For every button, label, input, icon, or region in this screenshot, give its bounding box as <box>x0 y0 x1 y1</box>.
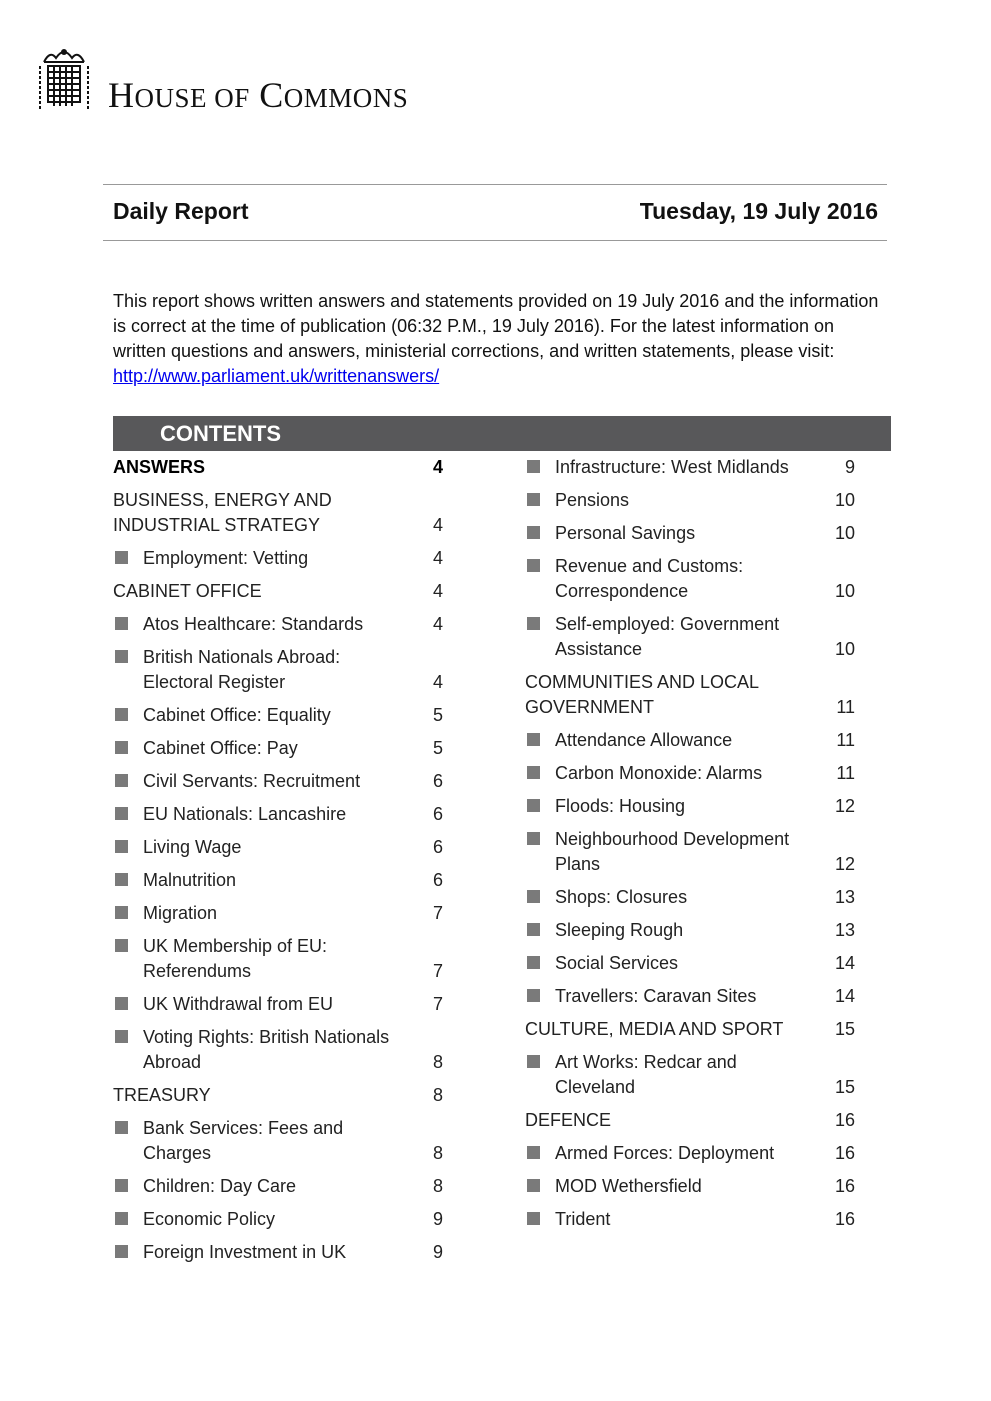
contents-entry[interactable] <box>113 612 443 637</box>
entry-title: Employment: Vetting <box>143 548 309 568</box>
entry-title: Voting Rights: British Nationals Abroad <box>143 1027 390 1072</box>
entry-title: BUSINESS, ENERGY AND INDUSTRIAL STRATEGY <box>113 490 332 535</box>
entry-page-number: 13 <box>834 920 855 940</box>
contents-entry[interactable] <box>113 992 443 1017</box>
contents-entry[interactable] <box>113 1174 443 1199</box>
intro-text: This report shows written answers and statements provided on 19 July 2016 and the information is correct at the time of publication (06:32 P.M., 19 July 2016). For the latest information on written questions and answers, ministerial corrections, and written statements, please visit: <box>113 291 879 361</box>
bullet-square-icon <box>115 617 128 630</box>
entry-page-number: 4 <box>432 672 443 692</box>
contents-entry[interactable] <box>113 835 443 860</box>
entry-title: Foreign Investment in UK <box>143 1242 347 1262</box>
contents-entry[interactable] <box>525 794 855 819</box>
entry-title: Cabinet Office: Equality <box>143 705 331 725</box>
entry-title: MOD Wethersfield <box>555 1176 702 1196</box>
report-date: Tuesday, 19 July 2016 <box>639 198 878 224</box>
entry-page-number: 10 <box>834 639 855 659</box>
bullet-square-icon <box>115 997 128 1010</box>
entry-page-number: 10 <box>834 581 855 601</box>
entry-title: EU Nationals: Lancashire <box>143 804 347 824</box>
entry-title: Personal Savings <box>555 523 696 543</box>
entry-page-number: 11 <box>836 730 855 750</box>
entry-page-number: 4 <box>432 515 443 535</box>
logo-text: HOUSE OF COMMONS <box>108 75 409 115</box>
bullet-square-icon <box>527 1055 540 1068</box>
bullet-square-icon <box>527 832 540 845</box>
bullet-square-icon <box>115 873 128 886</box>
contents-entry[interactable] <box>525 951 855 976</box>
bullet-square-icon <box>527 733 540 746</box>
entry-page-number: 6 <box>432 771 443 791</box>
bullet-square-icon <box>527 1146 540 1159</box>
contents-entry[interactable] <box>525 670 855 720</box>
divider <box>103 240 887 241</box>
entry-page-number: 5 <box>432 738 443 758</box>
contents-entry[interactable] <box>525 455 855 480</box>
entry-page-number: 7 <box>432 903 443 923</box>
entry-page-number: 8 <box>432 1143 443 1163</box>
entry-page-number: 8 <box>432 1176 443 1196</box>
contents-entry[interactable] <box>113 1083 443 1108</box>
bullet-square-icon <box>527 956 540 969</box>
entry-page-number: 10 <box>834 523 855 543</box>
bullet-square-icon <box>115 1030 128 1043</box>
entry-title: UK Membership of EU: Referendums <box>143 936 328 981</box>
contents-entry[interactable] <box>525 1141 855 1166</box>
bullet-square-icon <box>527 799 540 812</box>
bullet-square-icon <box>115 1179 128 1192</box>
entry-title: UK Withdrawal from EU <box>143 994 334 1014</box>
contents-left-column <box>113 455 443 1273</box>
entry-page-number: 16 <box>834 1143 855 1163</box>
entry-title: Pensions <box>555 490 630 510</box>
contents-entry[interactable] <box>113 901 443 926</box>
intro-paragraph <box>113 289 883 389</box>
contents-heading-text: CONTENTS <box>160 421 281 446</box>
entry-title: Living Wage <box>143 837 242 857</box>
entry-page-number: 6 <box>432 804 443 824</box>
entry-title: Civil Servants: Recruitment <box>143 771 361 791</box>
entry-title: Migration <box>143 903 218 923</box>
entry-title: Social Services <box>555 953 679 973</box>
entry-page-number: 4 <box>432 614 443 634</box>
entry-title: TREASURY <box>113 1085 211 1105</box>
contents-entry[interactable] <box>525 1050 855 1100</box>
entry-page-number: 13 <box>834 887 855 907</box>
bullet-square-icon <box>527 460 540 473</box>
bullet-square-icon <box>527 526 540 539</box>
entry-page-number: 14 <box>834 953 855 973</box>
written-answers-link[interactable]: http://www.parliament.uk/writtenanswers/ <box>113 366 440 386</box>
entry-title: Carbon Monoxide: Alarms <box>555 763 763 783</box>
entry-title: British Nationals Abroad: Electoral Register <box>143 647 341 692</box>
entry-page-number: 12 <box>834 796 855 816</box>
bullet-square-icon <box>115 708 128 721</box>
contents-entry[interactable] <box>113 1116 443 1166</box>
bullet-square-icon <box>115 1212 128 1225</box>
entry-title: Neighbourhood Development Plans <box>555 829 790 874</box>
contents-entry[interactable] <box>525 1108 855 1133</box>
contents-entry[interactable] <box>113 488 443 538</box>
entry-page-number: 8 <box>432 1085 443 1105</box>
portcullis-logo-icon <box>36 46 92 114</box>
entry-page-number: 11 <box>836 763 855 783</box>
contents-entry[interactable] <box>525 554 855 604</box>
contents-entry[interactable] <box>525 1017 855 1042</box>
entry-page-number: 15 <box>834 1019 855 1039</box>
entry-title: CABINET OFFICE <box>113 581 262 601</box>
bullet-square-icon <box>527 766 540 779</box>
contents-entry[interactable] <box>113 1025 443 1075</box>
bullet-square-icon <box>115 840 128 853</box>
contents-entry[interactable] <box>113 645 443 695</box>
entry-page-number: 6 <box>432 870 443 890</box>
entry-page-number: 16 <box>834 1110 855 1130</box>
entry-title: Self-employed: Government Assistance <box>555 614 780 659</box>
entry-page-number: 15 <box>834 1077 855 1097</box>
bullet-square-icon <box>115 939 128 952</box>
contents-entry[interactable] <box>525 612 855 662</box>
bullet-square-icon <box>527 493 540 506</box>
bullet-square-icon <box>527 989 540 1002</box>
entry-page-number: 16 <box>834 1209 855 1229</box>
bullet-square-icon <box>527 890 540 903</box>
entry-page-number: 6 <box>432 837 443 857</box>
entry-title: DEFENCE <box>525 1110 612 1130</box>
entry-title: Trident <box>555 1209 611 1229</box>
divider <box>103 184 887 185</box>
contents-entry[interactable] <box>113 546 443 571</box>
entry-title: Art Works: Redcar and Cleveland <box>555 1052 737 1097</box>
contents-entry[interactable] <box>525 521 855 546</box>
entry-page-number: 9 <box>432 1209 443 1229</box>
contents-heading <box>113 416 891 451</box>
contents-entry[interactable] <box>113 769 443 794</box>
entry-page-number: 9 <box>844 457 855 477</box>
entry-title: Sleeping Rough <box>555 920 684 940</box>
contents-entry[interactable] <box>525 984 855 1009</box>
contents-entry[interactable] <box>113 1240 443 1265</box>
contents-entry[interactable] <box>525 728 855 753</box>
entry-title: Shops: Closures <box>555 887 688 907</box>
bullet-square-icon <box>527 559 540 572</box>
entry-title: Children: Day Care <box>143 1176 297 1196</box>
contents-entry[interactable] <box>525 761 855 786</box>
entry-page-number: 11 <box>836 697 855 717</box>
contents-entry[interactable] <box>113 703 443 728</box>
contents-entry[interactable] <box>113 455 443 480</box>
bullet-square-icon <box>115 551 128 564</box>
entry-page-number: 4 <box>432 581 443 601</box>
contents-entry[interactable] <box>525 1207 855 1232</box>
entry-title: Malnutrition <box>143 870 237 890</box>
entry-title: Atos Healthcare: Standards <box>143 614 364 634</box>
bullet-square-icon <box>115 774 128 787</box>
entry-title: CULTURE, MEDIA AND SPORT <box>525 1019 784 1039</box>
bullet-square-icon <box>115 650 128 663</box>
entry-title: Infrastructure: West Midlands <box>555 457 789 477</box>
entry-page-number: 12 <box>834 854 855 874</box>
bullet-square-icon <box>527 1212 540 1225</box>
contents-entry[interactable] <box>113 802 443 827</box>
entry-title: Economic Policy <box>143 1209 276 1229</box>
entry-page-number: 8 <box>432 1052 443 1072</box>
entry-page-number: 16 <box>834 1176 855 1196</box>
entry-title: Attendance Allowance <box>555 730 733 750</box>
bullet-square-icon <box>115 906 128 919</box>
entry-title: Revenue and Customs: Correspondence <box>555 556 744 601</box>
entry-title: ANSWERS <box>113 457 206 477</box>
entry-title: Floods: Housing <box>555 796 686 816</box>
contents-entry[interactable] <box>113 736 443 761</box>
report-title: Daily Report <box>113 198 249 224</box>
contents-entry[interactable] <box>113 934 443 984</box>
entry-page-number: 9 <box>432 1242 443 1262</box>
bullet-square-icon <box>527 617 540 630</box>
entry-title: Armed Forces: Deployment <box>555 1143 775 1163</box>
bullet-square-icon <box>527 923 540 936</box>
contents-entry[interactable] <box>525 918 855 943</box>
contents-entry[interactable] <box>525 1174 855 1199</box>
contents-entry[interactable] <box>113 868 443 893</box>
entry-page-number: 7 <box>432 961 443 981</box>
bullet-square-icon <box>115 807 128 820</box>
entry-page-number: 5 <box>432 705 443 725</box>
bullet-square-icon <box>527 1179 540 1192</box>
entry-title: Bank Services: Fees and Charges <box>143 1118 344 1163</box>
entry-title: Cabinet Office: Pay <box>143 738 298 758</box>
bullet-square-icon <box>115 1245 128 1258</box>
entry-page-number: 14 <box>834 986 855 1006</box>
bullet-square-icon <box>115 1121 128 1134</box>
entry-page-number: 7 <box>432 994 443 1014</box>
entry-title: COMMUNITIES AND LOCAL GOVERNMENT <box>525 672 760 717</box>
bullet-square-icon <box>115 741 128 754</box>
entry-page-number: 4 <box>432 457 443 477</box>
contents-entry[interactable] <box>113 1207 443 1232</box>
contents-entry[interactable] <box>525 885 855 910</box>
contents-right-column <box>525 455 855 1240</box>
entry-page-number: 4 <box>432 548 443 568</box>
contents-entry[interactable] <box>113 579 443 604</box>
contents-entry[interactable] <box>525 827 855 877</box>
entry-page-number: 10 <box>834 490 855 510</box>
contents-entry[interactable] <box>525 488 855 513</box>
entry-title: Travellers: Caravan Sites <box>555 986 757 1006</box>
